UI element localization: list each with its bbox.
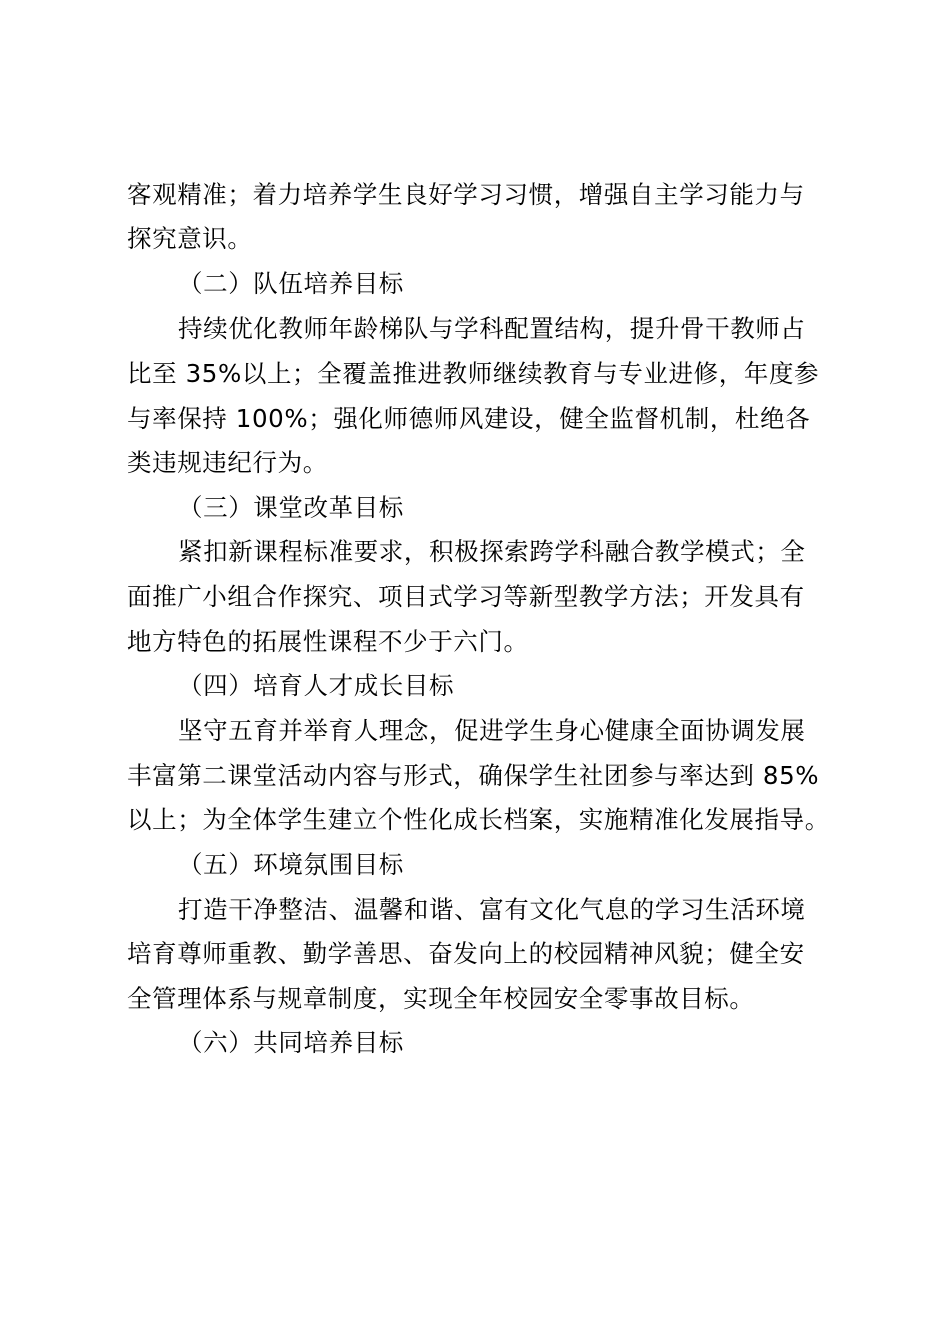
paragraph-4-line-3: 以上；为全体学生建立个性化成长档案，实施精准化发展指导。 [127,805,830,834]
section-heading-3: （三）课堂改革目标 [178,493,404,522]
paragraph-3-line-3: 地方特色的拓展性课程不少于六门。 [127,627,529,656]
paragraph-1-line-2: 探究意识。 [127,224,253,253]
paragraph-2-line-1: 持续优化教师年龄梯队与学科配置结构，提升骨干教师占 [178,314,806,343]
paragraph-3-line-2: 面推广小组合作探究、项目式学习等新型教学方法；开发具有 [127,582,805,611]
paragraph-2-line-3: 与率保持 100%；强化师德师风建设，健全监督机制，杜绝各 [127,404,811,433]
section-heading-6: （六）共同培养目标 [178,1028,404,1057]
paragraph-3-line-1: 紧扣新课程标准要求，积极探索跨学科融合教学模式；全 [178,537,806,566]
paragraph-1-line-1: 客观精准；着力培养学生良好学习习惯，增强自主学习能力与 [127,180,805,209]
paragraph-5-line-2: 培育尊师重教、勤学善思、奋发向上的校园精神风貌；健全安 [127,939,805,968]
paragraph-4-line-2: 丰富第二课堂活动内容与形式，确保学生社团参与率达到 85% [127,761,820,790]
section-heading-4: （四）培育人才成长目标 [178,671,455,700]
section-heading-5: （五）环境氛围目标 [178,850,404,879]
paragraph-2-line-2: 比至 35%以上；全覆盖推进教师继续教育与专业进修，年度参 [127,359,820,388]
section-heading-2: （二）队伍培养目标 [178,269,404,298]
paragraph-5-line-1: 打造干净整洁、温馨和谐、富有文化气息的学习生活环境 [178,895,806,924]
paragraph-5-line-3: 全管理体系与规章制度，实现全年校园安全零事故目标。 [127,984,755,1013]
paragraph-4-line-1: 坚守五育并举育人理念，促进学生身心健康全面协调发展 [178,716,806,745]
paragraph-2-line-4: 类违规违纪行为。 [127,448,328,477]
